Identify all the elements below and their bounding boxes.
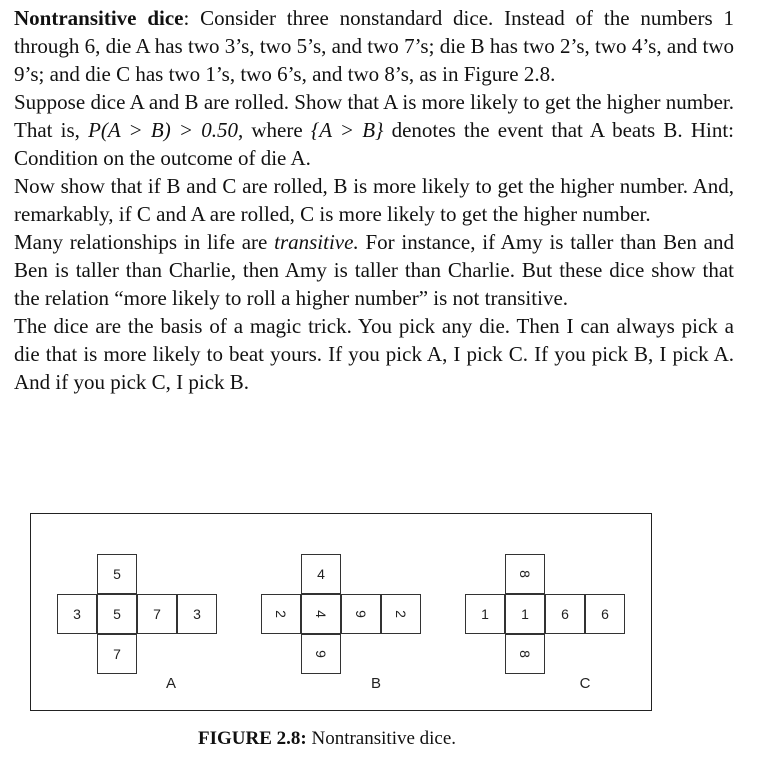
die-b-face: 9 [341, 594, 381, 634]
paragraph-5: The dice are the basis of a magic trick. You pick any die. Then I can always pick a die that is more likely to beat yours. If you pick A, I pick C. If you pick B, I pick A. And if you pick C, I pick B. [14, 314, 734, 394]
math-probability: P(A > B) > 0.50 [88, 118, 238, 142]
die-b-face: 2 [261, 594, 301, 634]
die-c-face: 6 [545, 594, 585, 634]
die-a-face-top: 5 [97, 554, 137, 594]
paragraph-4-part-a: Many relationships in life are [14, 230, 275, 254]
paragraph-4 [14, 228, 734, 312]
problem-text [14, 4, 734, 396]
die-c-face: 6 [585, 594, 625, 634]
die-b-face-bottom: 9 [301, 634, 341, 674]
paragraph-2-part-b: , where [237, 118, 311, 142]
paragraph-1 [14, 4, 734, 88]
paragraph-3: Now show that if B and C are rolled, B is more likely to get the higher number. And, remarkably, if C and A are rolled, C is more likely to get the higher number. [14, 174, 734, 226]
paragraph-4-part-b: For instance, if Amy is taller than Ben and Ben is taller than Charlie, then Amy is taller than Charlie. But these dice show that the relation “more likely to roll a higher number” is not transitive. [14, 230, 734, 310]
paragraph-2-part-a: Suppose dice A and B are rolled. Show that A is more likely to get the higher number. That is, [14, 90, 734, 142]
die-a-face: 3 [177, 594, 217, 634]
die-c-face-top: 8 [505, 554, 545, 594]
die-a-label: A [165, 675, 176, 692]
caption-text: Nontransitive dice. [306, 728, 457, 749]
caption-label: FIGURE 2.8: [198, 728, 307, 749]
dice-figure [30, 513, 652, 711]
problem-title: Nontransitive dice [14, 6, 184, 30]
die-a-face: 5 [97, 594, 137, 634]
die-b-face-top: 4 [301, 554, 341, 594]
paragraph-1-body: : Consider three nonstandard dice. Instead of the numbers 1 through 6, die A has two 3’s, two 5’s, and two 7’s; die B has two 2’s, two 4’s, and two 9’s; and die C has two 1’s, two 6’s, and two 8’s, as in Figure 2.8. [14, 6, 734, 86]
die-c-face: 1 [505, 594, 545, 634]
die-c-label: C [579, 675, 591, 692]
math-event: {A > B} [310, 118, 384, 142]
emphasis-transitive: transitive. [274, 230, 359, 254]
die-b-face: 4 [301, 594, 341, 634]
die-a-face: 3 [57, 594, 97, 634]
die-b-face: 2 [381, 594, 421, 634]
die-b-label: B [370, 675, 381, 692]
die-a-face-bottom: 7 [97, 634, 137, 674]
die-c-face: 1 [465, 594, 505, 634]
paragraph-2 [14, 88, 734, 172]
paragraph-2-part-c: denotes the event that A beats B. Hint: Condition on the outcome of die A. [14, 118, 734, 170]
die-c-face-bottom: 8 [505, 634, 545, 674]
figure-caption [198, 728, 456, 750]
die-a-face: 7 [137, 594, 177, 634]
